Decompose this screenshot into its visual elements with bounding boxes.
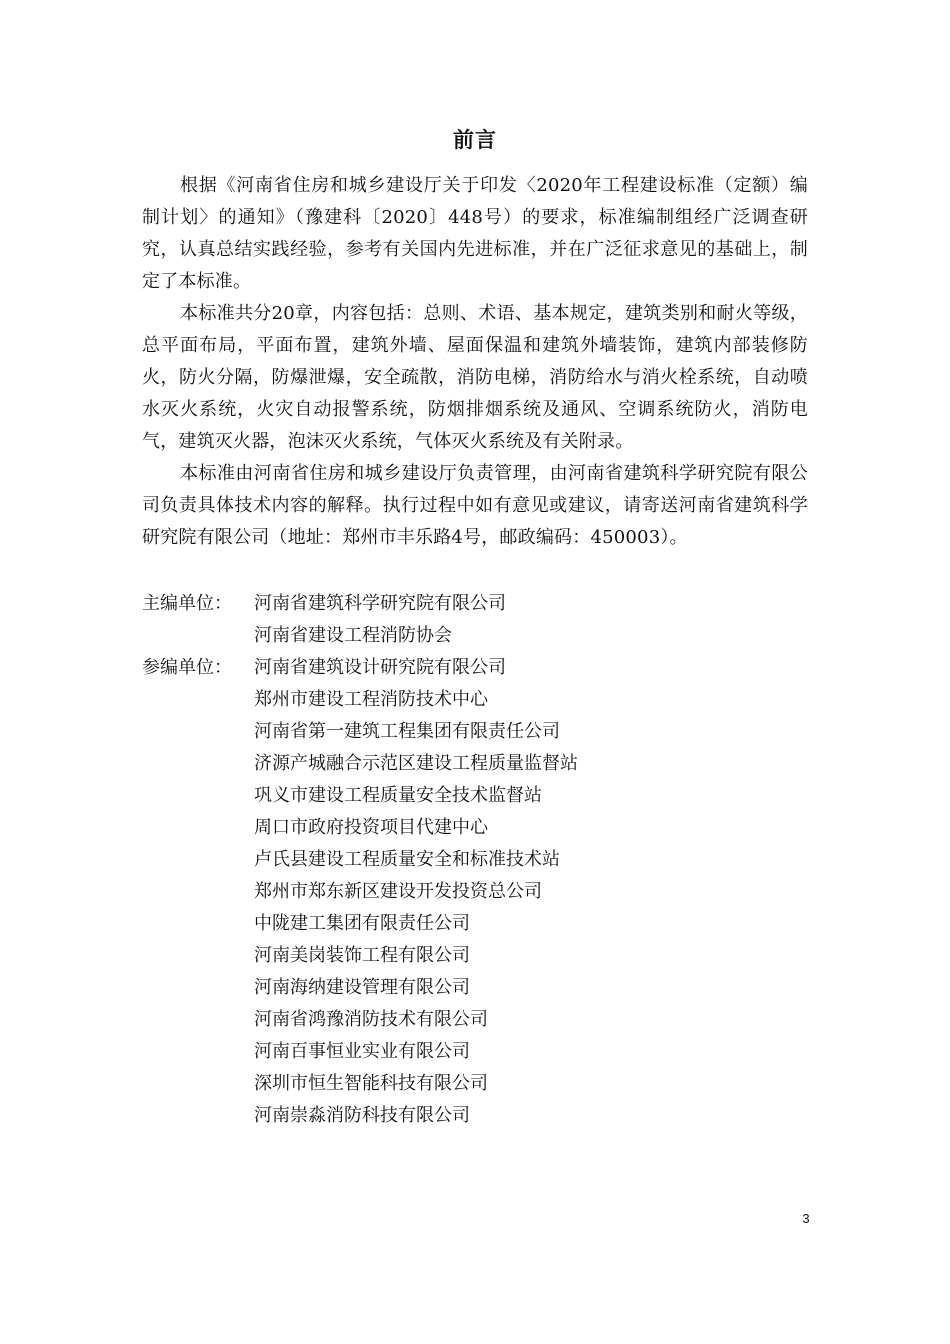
participating-unit-item: 卢氏县建设工程质量安全和标准技术站 <box>254 849 560 870</box>
participating-unit-item: 深圳市恒生智能科技有限公司 <box>254 1073 488 1094</box>
participating-unit-item: 济源产城融合示范区建设工程质量监督站 <box>254 753 578 774</box>
participating-unit-item: 河南省第一建筑工程集团有限责任公司 <box>254 721 560 742</box>
participating-unit-item: 郑州市郑东新区建设开发投资总公司 <box>254 881 542 902</box>
participating-unit-item: 河南美岗装饰工程有限公司 <box>254 945 470 966</box>
participating-unit-item: 河南省鸿豫消防技术有限公司 <box>254 1009 488 1030</box>
participating-units-group <box>142 652 808 1132</box>
chief-unit-item: 河南省建设工程消防协会 <box>254 625 452 646</box>
chief-units-group <box>142 588 808 652</box>
preface-body <box>142 170 808 554</box>
participating-unit-item: 河南海纳建设管理有限公司 <box>254 977 470 998</box>
page-title: 前言 <box>453 128 497 152</box>
chief-units-label: 主编单位： <box>142 593 232 614</box>
participating-unit-item: 河南百事恒业实业有限公司 <box>254 1041 470 1062</box>
participating-unit-item: 中陇建工集团有限责任公司 <box>254 913 470 934</box>
paragraph-contents: 本标准共分20章，内容包括：总则、术语、基本规定，建筑类别和耐火等级，总平面布局，平面布置，建筑外墙、屋面保温和建筑外墙装饰，建筑内部装修防火，防火分隔，防爆泄爆，安全疏散，消防电梯，消防给水与消火栓系统，自动喷水灭火系统，火灾自动报警系统，防烟排烟系统及通风、空调系统防火，消防电气，建筑灭火器，泡沫灭火系统，气体灭火系统及有关附录。 <box>142 303 808 452</box>
participating-unit-item: 郑州市建设工程消防技术中心 <box>254 689 488 710</box>
chief-unit-item: 河南省建筑科学研究院有限公司 <box>254 593 506 614</box>
chief-units-list <box>254 588 808 652</box>
participating-unit-item: 河南崇淼消防科技有限公司 <box>254 1105 470 1126</box>
participating-unit-item: 周口市政府投资项目代建中心 <box>254 817 488 838</box>
participating-unit-item: 巩义市建设工程质量安全技术监督站 <box>254 785 542 806</box>
participating-units-label: 参编单位： <box>142 657 232 678</box>
paragraph-management: 本标准由河南省住房和城乡建设厅负责管理，由河南省建筑科学研究院有限公司负责具体技术内容的解释。执行过程中如有意见或建议，请寄送河南省建筑科学研究院有限公司（地址：郑州市丰乐路4号，邮政编码：450003）。 <box>142 463 808 548</box>
editing-units <box>142 588 808 1132</box>
paragraph-basis: 根据《河南省住房和城乡建设厅关于印发〈2020年工程建设标准（定额）编制计划〉的通知》（豫建科〔2020〕448号）的要求，标准编制组经广泛调查研究，认真总结实践经验，参考有关国内先进标准，并在广泛征求意见的基础上，制定了本标准。 <box>142 175 808 292</box>
participating-units-list <box>254 652 808 1132</box>
page-number: 3 <box>802 1211 810 1226</box>
participating-unit-item: 河南省建筑设计研究院有限公司 <box>254 657 506 678</box>
